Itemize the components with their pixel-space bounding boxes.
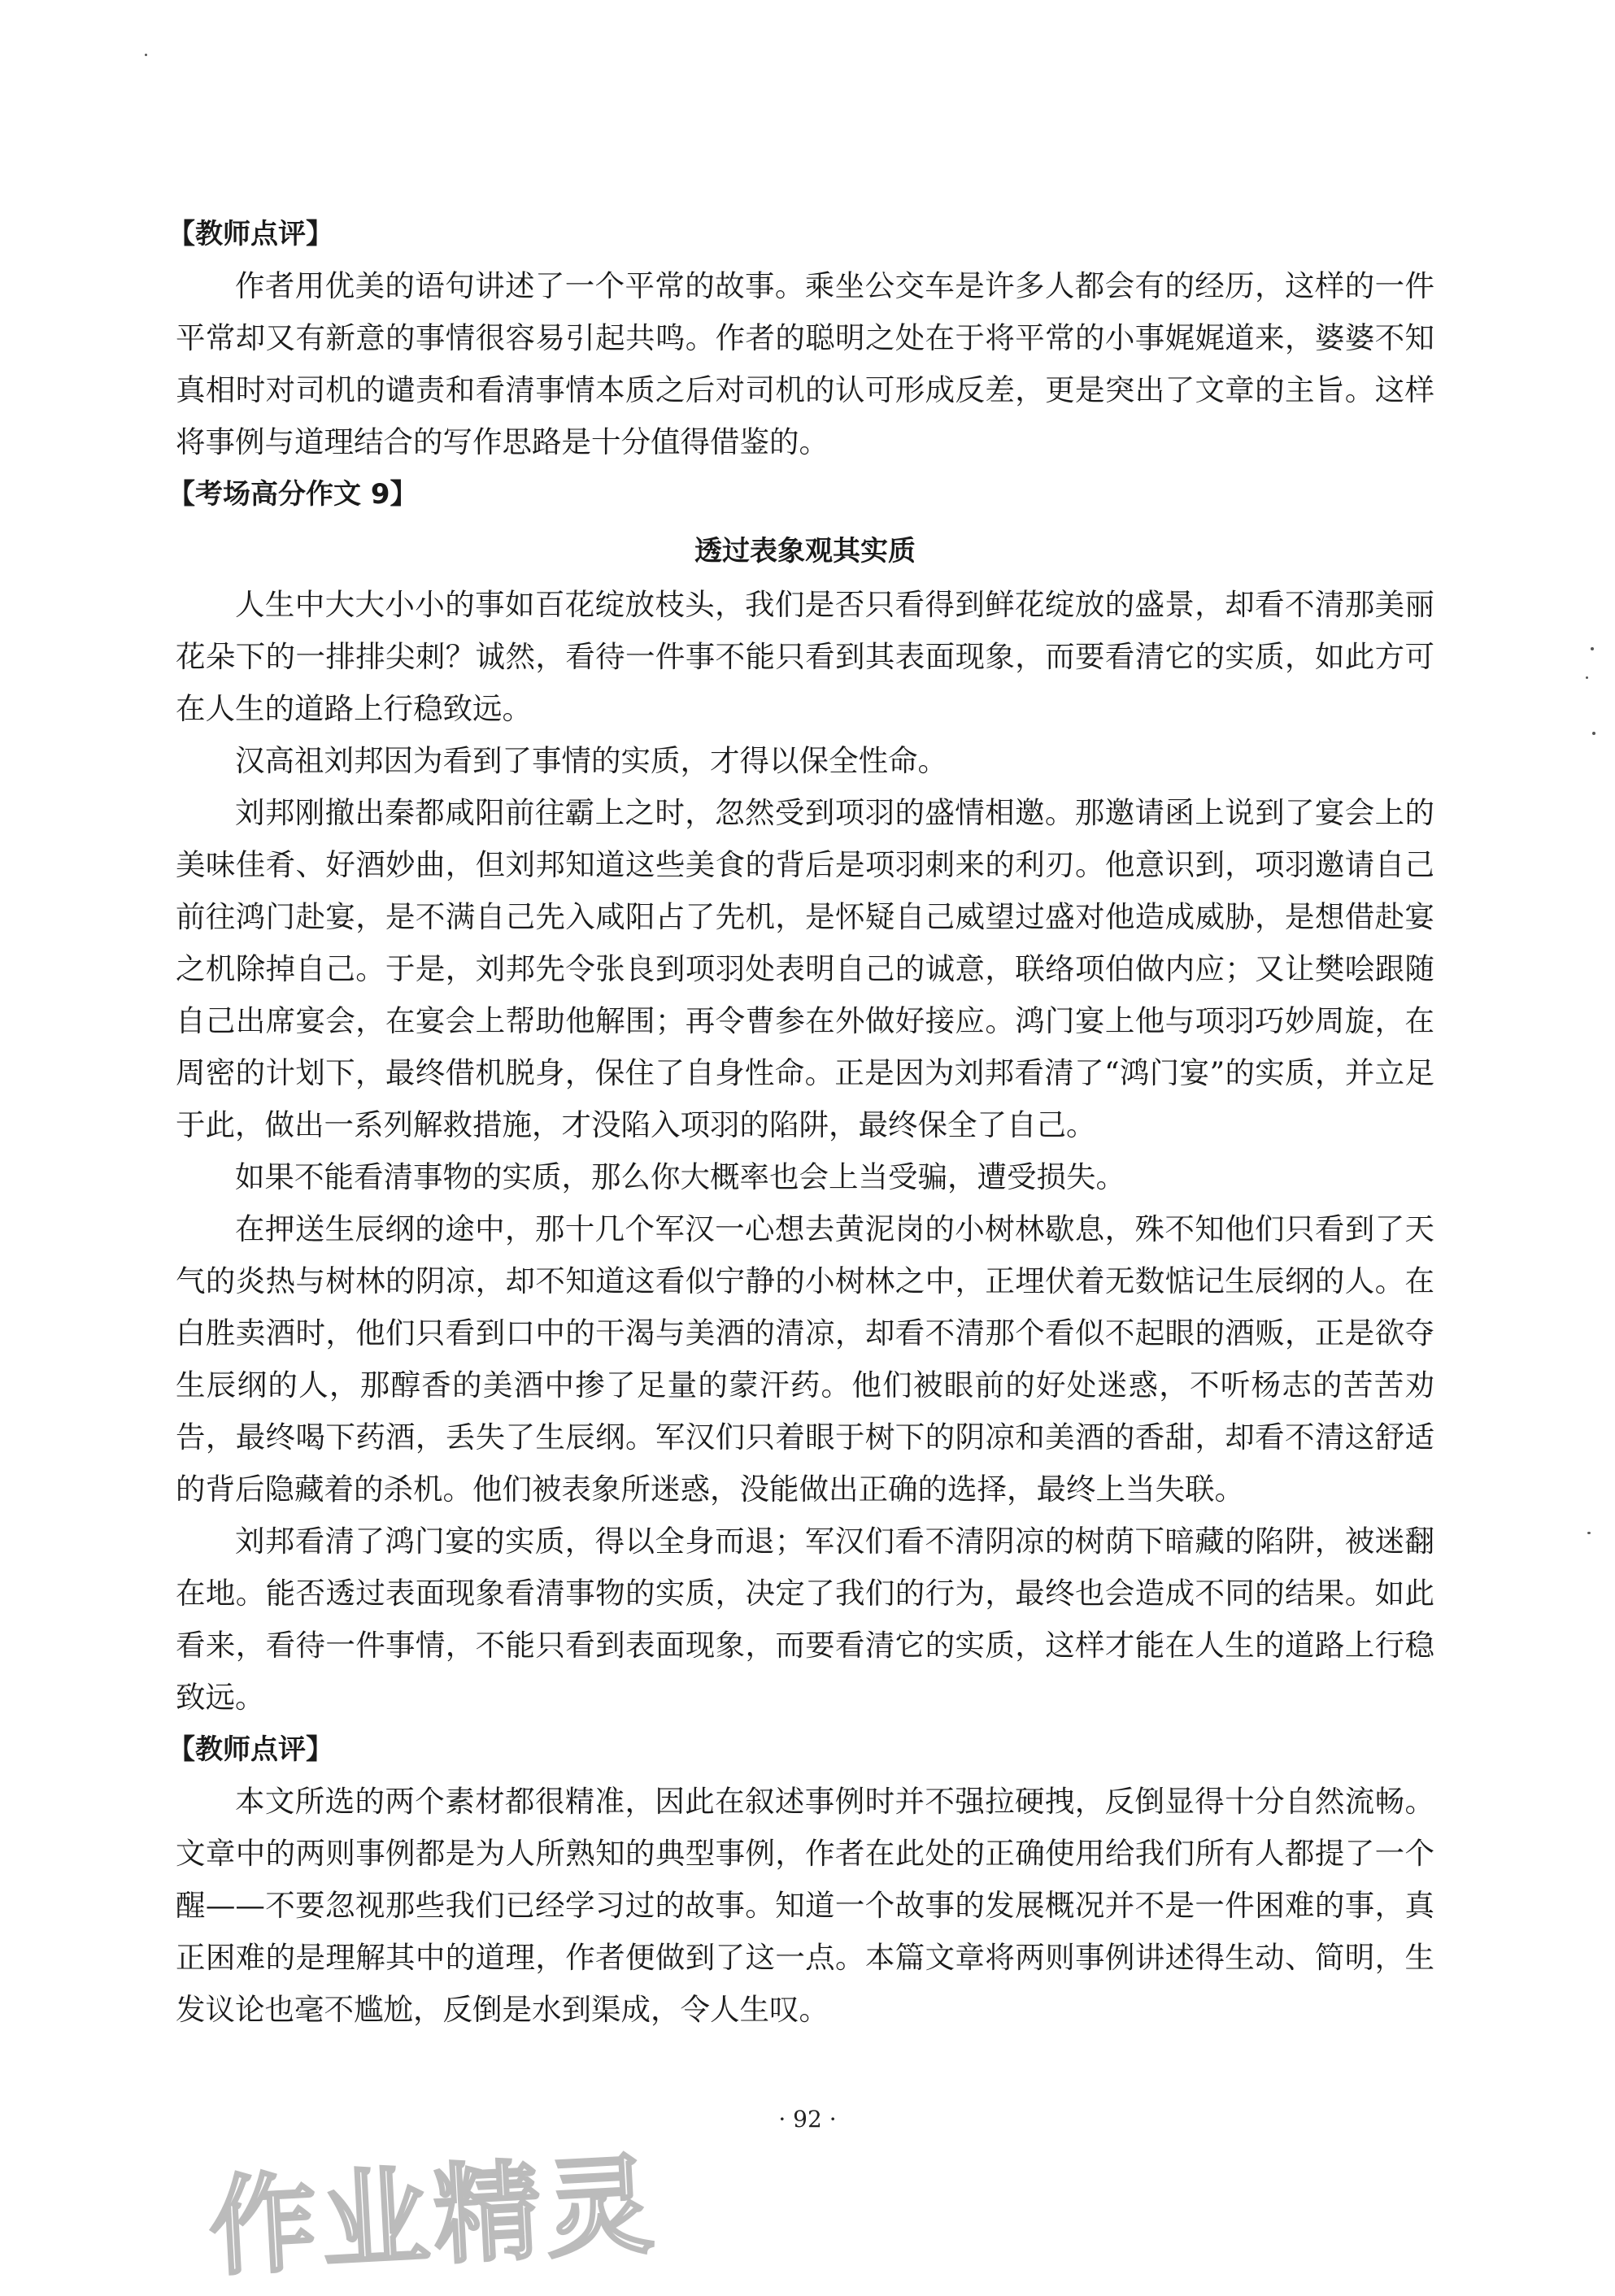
essay-title: 透过表象观其实质 bbox=[694, 535, 916, 567]
section-heading: 【考场高分作文 9】 bbox=[168, 478, 418, 511]
section-essay-9 bbox=[168, 468, 1434, 1724]
paragraph: 本文所选的两个素材都很精准，因此在叙述事例时并不强拉硬拽，反倒显得十分自然流畅。文章中的两则事例都是为人所熟知的典型事例，作者在此处的正确使用给我们所有人都提了一个醒——不要忽视那些我们已经学习过的故事。知道一个故事的发展概况并不是一件困难的事，真正困难的是理解其中的道理，作者便做到了这一点。本篇文章将两则事例讲述得生动、简明，生发议论也毫不尴尬，反倒是水到渠成，令人生叹。 bbox=[176, 1784, 1434, 2027]
scan-speck bbox=[145, 54, 147, 56]
watermark-logo: 作业精灵 bbox=[206, 2142, 661, 2292]
section-teacher-comment-1 bbox=[168, 208, 1434, 468]
paragraph: 人生中大大小小的事如百花绽放枝头，我们是否只看得到鲜花绽放的盛景，却看不清那美丽花朵下的一排排尖刺？诚然，看待一件事不能只看到其表面现象，而要看清它的实质，如此方可在人生的道路上行稳致远。 bbox=[176, 587, 1434, 726]
scan-speck bbox=[1587, 1532, 1591, 1534]
section-heading: 【教师点评】 bbox=[168, 218, 333, 250]
section-teacher-comment-2 bbox=[168, 1724, 1434, 2036]
paragraph: 如果不能看清事物的实质，那么你大概率也会上当受骗，遭受损失。 bbox=[235, 1159, 1125, 1194]
section-heading: 【教师点评】 bbox=[168, 1733, 333, 1766]
page-number: · 92 · bbox=[778, 2106, 837, 2133]
scan-speck bbox=[1592, 732, 1595, 735]
document-body bbox=[168, 208, 1434, 2036]
scan-speck bbox=[1586, 676, 1588, 679]
paragraph: 刘邦刚撤出秦都咸阳前往霸上之时，忽然受到项羽的盛情相邀。那邀请函上说到了宴会上的美味佳肴、好酒妙曲，但刘邦知道这些美食的背后是项羽刺来的利刃。他意识到，项羽邀请自己前往鸿门赴宴，是不满自己先入咸阳占了先机，是怀疑自己威望过盛对他造成威胁，是想借赴宴之机除掉自己。于是，刘邦先令张良到项羽处表明自己的诚意，联络项伯做内应；又让樊哙跟随自己出席宴会，在宴会上帮助他解围；再令曹参在外做好接应。鸿门宴上他与项羽巧妙周旋，在周密的计划下，最终借机脱身，保住了自身性命。正是因为刘邦看清了“鸿门宴”的实质，并立足于此，做出一系列解救措施，才没陷入项羽的陷阱，最终保全了自己。 bbox=[176, 795, 1434, 1142]
paragraph: 汉高祖刘邦因为看到了事情的实质，才得以保全性命。 bbox=[235, 743, 947, 778]
scan-speck bbox=[1591, 647, 1594, 650]
paragraph: 作者用优美的语句讲述了一个平常的故事。乘坐公交车是许多人都会有的经历，这样的一件平常却又有新意的事情很容易引起共鸣。作者的聪明之处在于将平常的小事娓娓道来，婆婆不知真相时对司机的谴责和看清事情本质之后对司机的认可形成反差，更是突出了文章的主旨。这样将事例与道理结合的写作思路是十分值得借鉴的。 bbox=[176, 268, 1434, 459]
paragraph: 刘邦看清了鸿门宴的实质，得以全身而退；军汉们看不清阴凉的树荫下暗藏的陷阱，被迷翻在地。能否透过表面现象看清事物的实质，决定了我们的行为，最终也会造成不同的结果。如此看来，看待一件事情，不能只看到表面现象，而要看清它的实质，这样才能在人生的道路上行稳致远。 bbox=[176, 1524, 1434, 1715]
paragraph: 在押送生辰纲的途中，那十几个军汉一心想去黄泥岗的小树林歇息，殊不知他们只看到了天气的炎热与树林的阴凉，却不知道这看似宁静的小树林之中，正埋伏着无数惦记生辰纲的人。在白胜卖酒时，他们只看到口中的干渴与美酒的清凉，却看不清那个看似不起眼的酒贩，正是欲夺生辰纲的人，那醇香的美酒中掺了足量的蒙汗药。他们被眼前的好处迷惑，不听杨志的苦苦劝告，最终喝下药酒，丢失了生辰纲。军汉们只着眼于树下的阴凉和美酒的香甜，却看不清这舒适的背后隐藏着的杀机。他们被表象所迷惑，没能做出正确的选择，最终上当失联。 bbox=[176, 1211, 1434, 1507]
